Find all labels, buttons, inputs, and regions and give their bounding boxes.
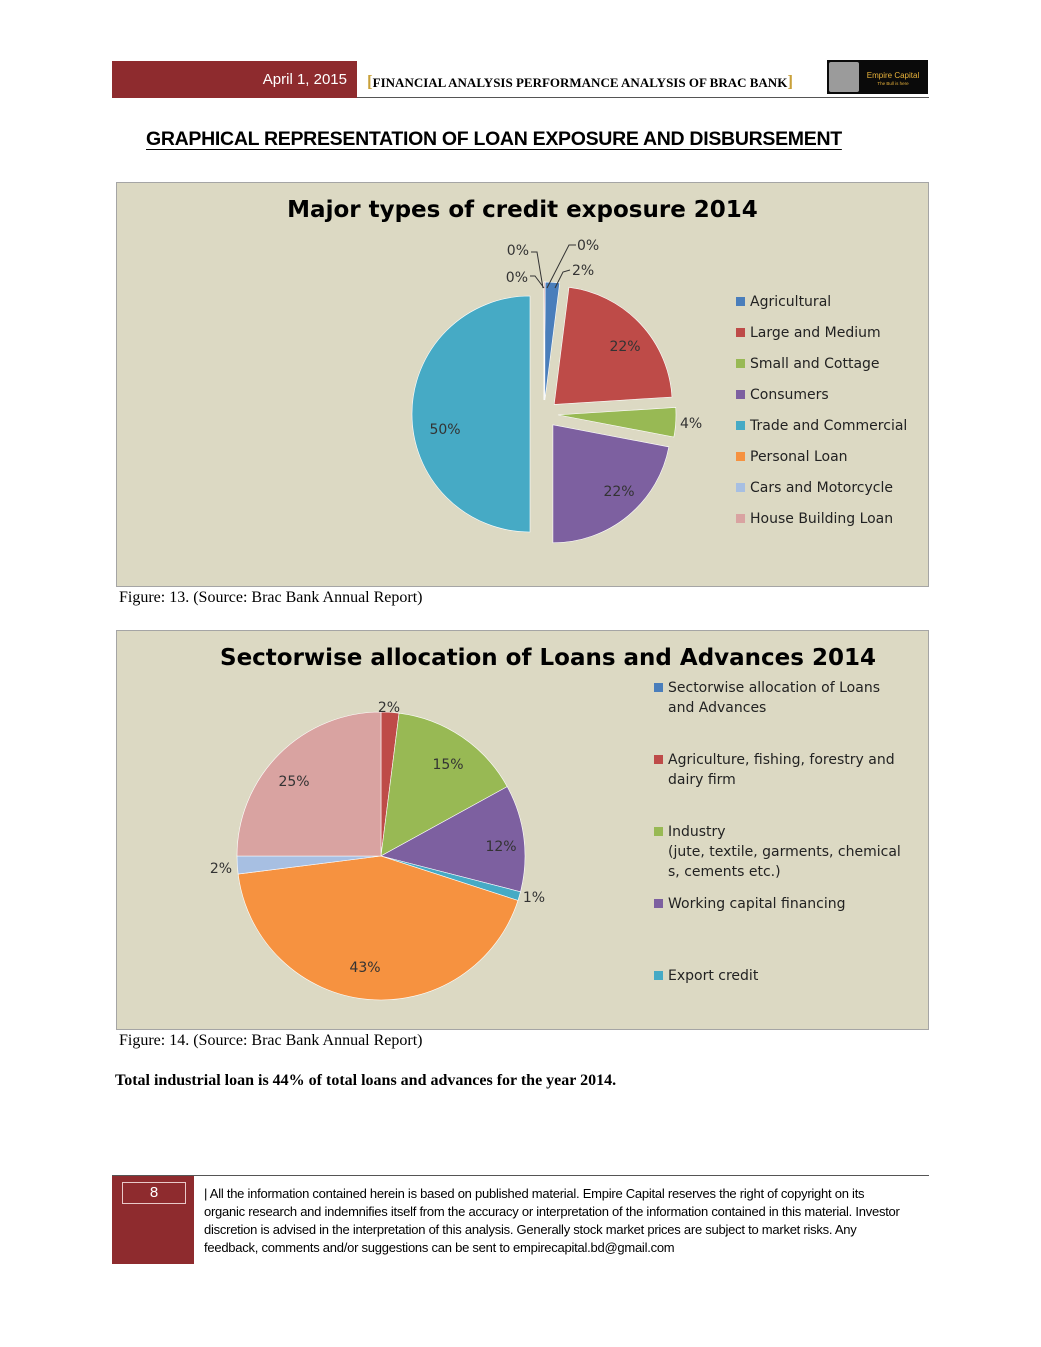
bracket-open: [ bbox=[367, 72, 373, 91]
pie1-slice bbox=[412, 296, 530, 532]
pie1-data-label: 50% bbox=[429, 422, 461, 438]
pie2-data-label: 15% bbox=[432, 757, 464, 773]
pie2-legend-item-swatch bbox=[654, 971, 663, 980]
pie2-legend-item-label: Export credit bbox=[668, 968, 759, 984]
footer-line: organic research and indemnifies itself from the accuracy or interpretation of the information contained in this material. Investor bbox=[204, 1204, 900, 1219]
pie2-legend-item-label: (jute, textile, garments, chemical bbox=[668, 844, 901, 860]
pie2-data-label: 12% bbox=[485, 839, 517, 855]
pie1-legend-item-swatch bbox=[736, 328, 745, 337]
pie1-legend-item-swatch bbox=[736, 297, 745, 306]
chart1-svg bbox=[117, 183, 928, 586]
pie1-legend-item-label: Large and Medium bbox=[750, 325, 881, 341]
pie1-data-label: 2% bbox=[572, 263, 595, 279]
pie2-legend-item-label: dairy firm bbox=[668, 772, 736, 788]
header-date: April 1, 2015 bbox=[262, 71, 347, 88]
pie1-legend-item-swatch bbox=[736, 514, 745, 523]
footer-line: discretion is advised in the interpretation of this analysis. Generally stock market prices are subject to market risks. Any bbox=[204, 1222, 857, 1237]
pie1-data-label: 4% bbox=[680, 416, 703, 432]
pie1-legend-item-label: House Building Loan bbox=[750, 511, 894, 527]
logo-name: Empire Capital bbox=[866, 71, 920, 80]
pie1-legend-item-label: Agricultural bbox=[750, 294, 832, 310]
pie1-legend-item-label: Trade and Commercial bbox=[750, 418, 908, 434]
chart-credit-exposure bbox=[116, 182, 929, 587]
pie1-legend-item-swatch bbox=[736, 421, 745, 430]
pie2-data-label: 2% bbox=[209, 861, 233, 877]
bracket-close: ] bbox=[787, 72, 793, 91]
pie1-legend-item-swatch bbox=[736, 483, 745, 492]
pie2-legend-item-label: and Advances bbox=[668, 700, 767, 716]
bull-logo-icon bbox=[829, 62, 859, 92]
pie2-legend-item-label: Working capital financing bbox=[668, 896, 846, 912]
pie2-data-label: 25% bbox=[278, 774, 310, 790]
pie2-legend-item-label: Agriculture, fishing, forestry and bbox=[668, 752, 895, 768]
pie1-legend-item-swatch bbox=[736, 390, 745, 399]
pie2-data-label: 1% bbox=[522, 890, 546, 906]
pie2-legend-item-swatch bbox=[654, 827, 663, 836]
chart2-title: Sectorwise allocation of Loans and Advances 2014 bbox=[220, 645, 876, 671]
pie1-legend-item-label: Personal Loan bbox=[750, 449, 848, 465]
section-title: GRAPHICAL REPRESENTATION OF LOAN EXPOSURE AND DISBURSEMENT bbox=[146, 128, 842, 150]
pie1-legend-item-label: Consumers bbox=[750, 387, 829, 403]
footer-disclaimer bbox=[204, 1185, 929, 1257]
chart1-title: Major types of credit exposure 2014 bbox=[287, 197, 758, 223]
footer-rule bbox=[112, 1175, 929, 1176]
pie1-data-label: 0% bbox=[577, 238, 600, 254]
header-title bbox=[367, 72, 793, 92]
pie1-data-label: 22% bbox=[603, 484, 635, 500]
pie2-legend-item-label: s, cements etc.) bbox=[668, 864, 781, 880]
pie1-legend-item-label: Small and Cottage bbox=[750, 356, 880, 372]
figure13-caption: Figure: 13. (Source: Brac Bank Annual Report) bbox=[119, 589, 423, 606]
header-title-text: FINANCIAL ANALYSIS PERFORMANCE ANALYSIS OF BRAC BANK bbox=[372, 75, 788, 90]
pie1-leader-line bbox=[531, 252, 543, 288]
pie2-legend-item-swatch bbox=[654, 683, 663, 692]
pie2-legend-item-label: Industry bbox=[668, 824, 726, 840]
pie1-data-label: 0% bbox=[505, 270, 528, 286]
pie2-legend-item-label: Sectorwise allocation of Loans bbox=[668, 680, 880, 696]
pie2-data-label: 2% bbox=[377, 700, 401, 716]
pie1-data-label: 22% bbox=[609, 339, 641, 355]
pie2-legend-item-swatch bbox=[654, 755, 663, 764]
pie1-data-label: 0% bbox=[506, 243, 529, 259]
pie2-legend-item-swatch bbox=[654, 899, 663, 908]
logo-tagline: The Bull is here bbox=[877, 81, 909, 86]
chart-sectorwise-allocation bbox=[116, 630, 929, 1030]
pie1-legend-item-swatch bbox=[736, 452, 745, 461]
pie1-legend-item-swatch bbox=[736, 359, 745, 368]
pie1-legend-item-label: Cars and Motorcycle bbox=[750, 480, 893, 496]
header-rule bbox=[357, 97, 929, 98]
page-number: 8 bbox=[122, 1182, 186, 1204]
pie2-data-label: 43% bbox=[349, 960, 381, 976]
figure14-caption: Figure: 14. (Source: Brac Bank Annual Report) bbox=[119, 1032, 423, 1049]
footer-line: feedback, comments and/or suggestions can be sent to empirecapital.bd@gmail.com bbox=[204, 1240, 675, 1255]
summary-text: Total industrial loan is 44% of total loans and advances for the year 2014. bbox=[115, 1072, 617, 1089]
footer-line: | All the information contained herein is based on published material. Empire Capital reserves the right of copyright on its bbox=[204, 1186, 865, 1201]
chart2-svg bbox=[117, 631, 928, 1029]
